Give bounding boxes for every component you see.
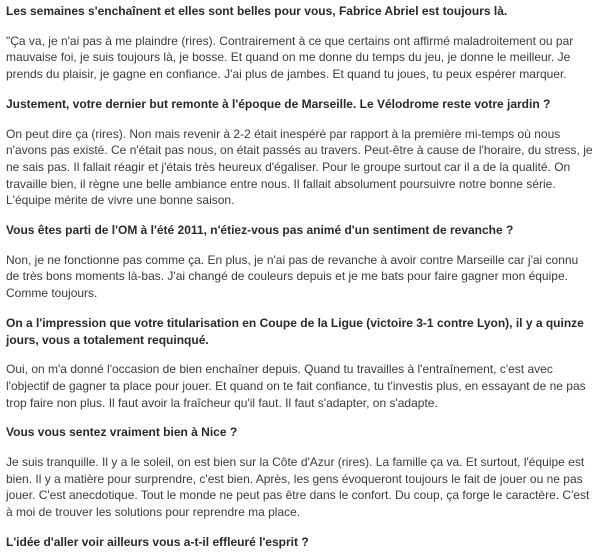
- interview-question: Justement, votre dernier but remonte à l'époque de Marseille. Le Vélodrome reste votre jardin ?: [6, 96, 551, 111]
- interview-answer: On peut dire ça (rires). Non mais revenir à 2-2 était inespéré par rapport à la première mi-temps où nous n'avons pas existé. Ce n'était pas nous, on était passés au travers. Peut-être à cause de l'horaire, du stress, je ne sais pas. Il fallait réagir et j'étais très heureux d'égaliser. Pour le groupe surtout car il a de la qualité. On travaille bien, il règne une belle ambiance entre nous. Il fallait absolument poursuivre notre bonne série. L'équipe mérite de vivre une bonne saison.: [6, 126, 593, 208]
- interview-article: [6, 3, 594, 551]
- interview-question: On a l'impression que votre titularisation en Coupe de la Ligue (victoire 3-1 contre Lyon), il y a quinze jours, vous a totalement requinqué.: [6, 315, 584, 347]
- interview-question: Les semaines s'enchaînent et elles sont belles pour vous, Fabrice Abriel est toujours là.: [6, 4, 508, 18]
- interview-question: L'idée d'aller voir ailleurs vous a-t-il effleuré l'esprit ?: [6, 534, 309, 549]
- interview-answer: "Ça va, je n'ai pas à me plaindre (rires). Contrairement à ce que certains ont affirmé maladroitement ou par mauvaise foi, je suis toujours là, je bosse. Et quand on me donne du temps du jeu, je donne le meilleur. Je prends du plaisir, je gagne en confiance. J'ai plus de jambes. Et quand tu joues, tu peux espérer marquer.: [6, 33, 574, 82]
- interview-question: Vous vous sentez vraiment bien à Nice ?: [6, 425, 238, 440]
- interview-answer: Non, je ne fonctionne pas comme ça. En plus, je n'ai pas de revanche à avoir contre Marseille car j'ai connu de très bons moments là-bas. J'ai changé de couleurs depuis et je me bats pour faire gagner mon équipe. Comme toujours.: [6, 252, 579, 301]
- interview-answer: Oui, on m'a donné l'occasion de bien enchaîner depuis. Quand tu travailles à l'entraînement, c'est avec l'objectif de gagner ta place pour jouer. Et quand on te fait confiance, tu t'investis plus, en essayant de ne pas trop faire non plus. Il faut avoir la fraîcheur qu'il faut. Il faut s'adapter, on s'adapte.: [6, 362, 586, 410]
- interview-question: Vous êtes parti de l'OM à l'été 2011, n'étiez-vous pas animé d'un sentiment de revanche ?: [6, 223, 514, 238]
- interview-answer: Je suis tranquille. Il y a le soleil, on est bien sur la Côte d'Azur (rires). La famille ça va. Et surtout, l'équipe est bien. Il y a matière pour surprendre, c'est bien. Après, les gens évoqueront toujours le fait de jouer ou ne pas jouer. C'est anecdotique. Tout le monde ne peut pas être dans le confort. Du coup, ça forge le caractère. C'est à moi de trouver les solutions pour reprendre ma place.: [6, 455, 590, 520]
